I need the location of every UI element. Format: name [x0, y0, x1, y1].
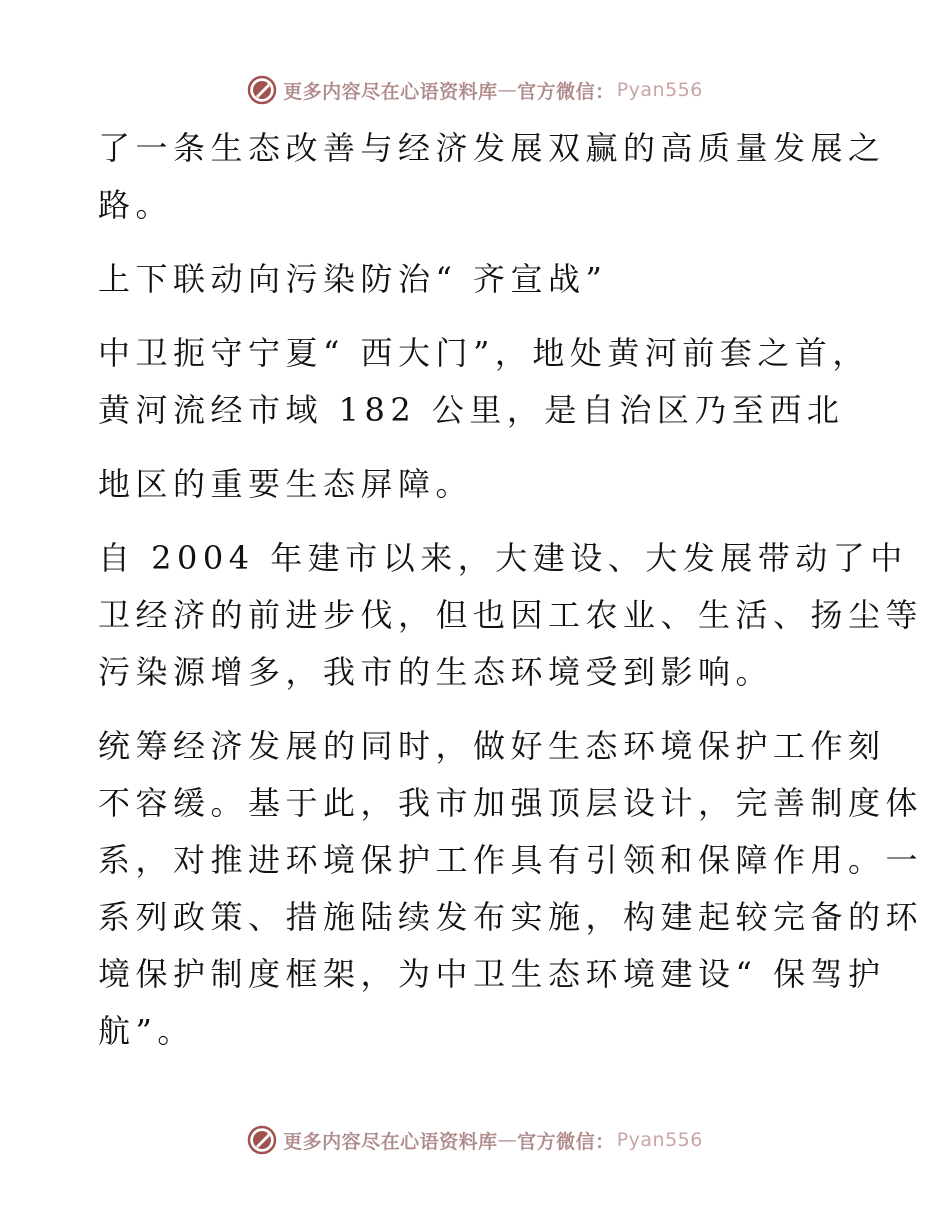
watermark-dash: — [497, 1129, 518, 1151]
text-line: 境保护制度框架，为中卫生态环境建设“ 保驾护 [98, 955, 886, 993]
paragraph [98, 325, 870, 439]
quill-pen-circle-icon [247, 1125, 277, 1155]
paragraph [98, 251, 858, 308]
paragraph [98, 530, 924, 701]
text-line: 统筹经济发展的同时，做好生态环境保护工作刻 [98, 727, 886, 765]
paragraph [98, 120, 886, 234]
paragraph [98, 456, 858, 513]
footer-watermark [0, 1120, 950, 1160]
text-line: 黄河流经市域 182 公里，是自治区乃至西北 [98, 391, 845, 429]
text-line: 中卫扼守宁夏“ 西大门”，地处黄河前套之首， [98, 334, 870, 372]
document-body [98, 120, 924, 1060]
paragraph [98, 718, 924, 1060]
watermark-label: 官方微信： [517, 80, 615, 103]
text-line: 卫经济的前进步伐，但也因工农业、生活、扬尘等 [98, 596, 924, 634]
watermark-wechat-id: Pyan556 [616, 79, 703, 101]
watermark-label: 官方微信： [517, 1130, 615, 1153]
watermark-dash: — [497, 79, 518, 101]
text-line: 污染源增多，我市的生态环境受到影响。 [98, 653, 774, 691]
header-watermark [0, 70, 950, 110]
text-line: 了一条生态改善与经济发展双赢的高质量发展之 [98, 129, 886, 167]
text-line: 系，对推进环境保护工作具有引领和保障作用。一 [98, 841, 924, 879]
text-line: 自 2004 年建市以来，大建设、大发展带动了中 [98, 539, 908, 577]
text-line: 地区的重要生态屏障。 [98, 465, 474, 503]
section-heading: 上下联动向污染防治“ 齐宣战” [98, 260, 608, 298]
watermark-text: 更多内容尽在心语资料库 [283, 1130, 498, 1153]
text-line: 路。 [98, 186, 174, 224]
quill-pen-circle-icon [247, 75, 277, 105]
watermark-text: 更多内容尽在心语资料库 [283, 80, 498, 103]
text-line: 航”。 [98, 1012, 195, 1050]
text-line: 不容缓。基于此，我市加强顶层设计，完善制度体 [98, 784, 924, 822]
text-line: 系列政策、措施陆续发布实施，构建起较完备的环 [98, 898, 924, 936]
watermark-wechat-id: Pyan556 [616, 1129, 703, 1151]
